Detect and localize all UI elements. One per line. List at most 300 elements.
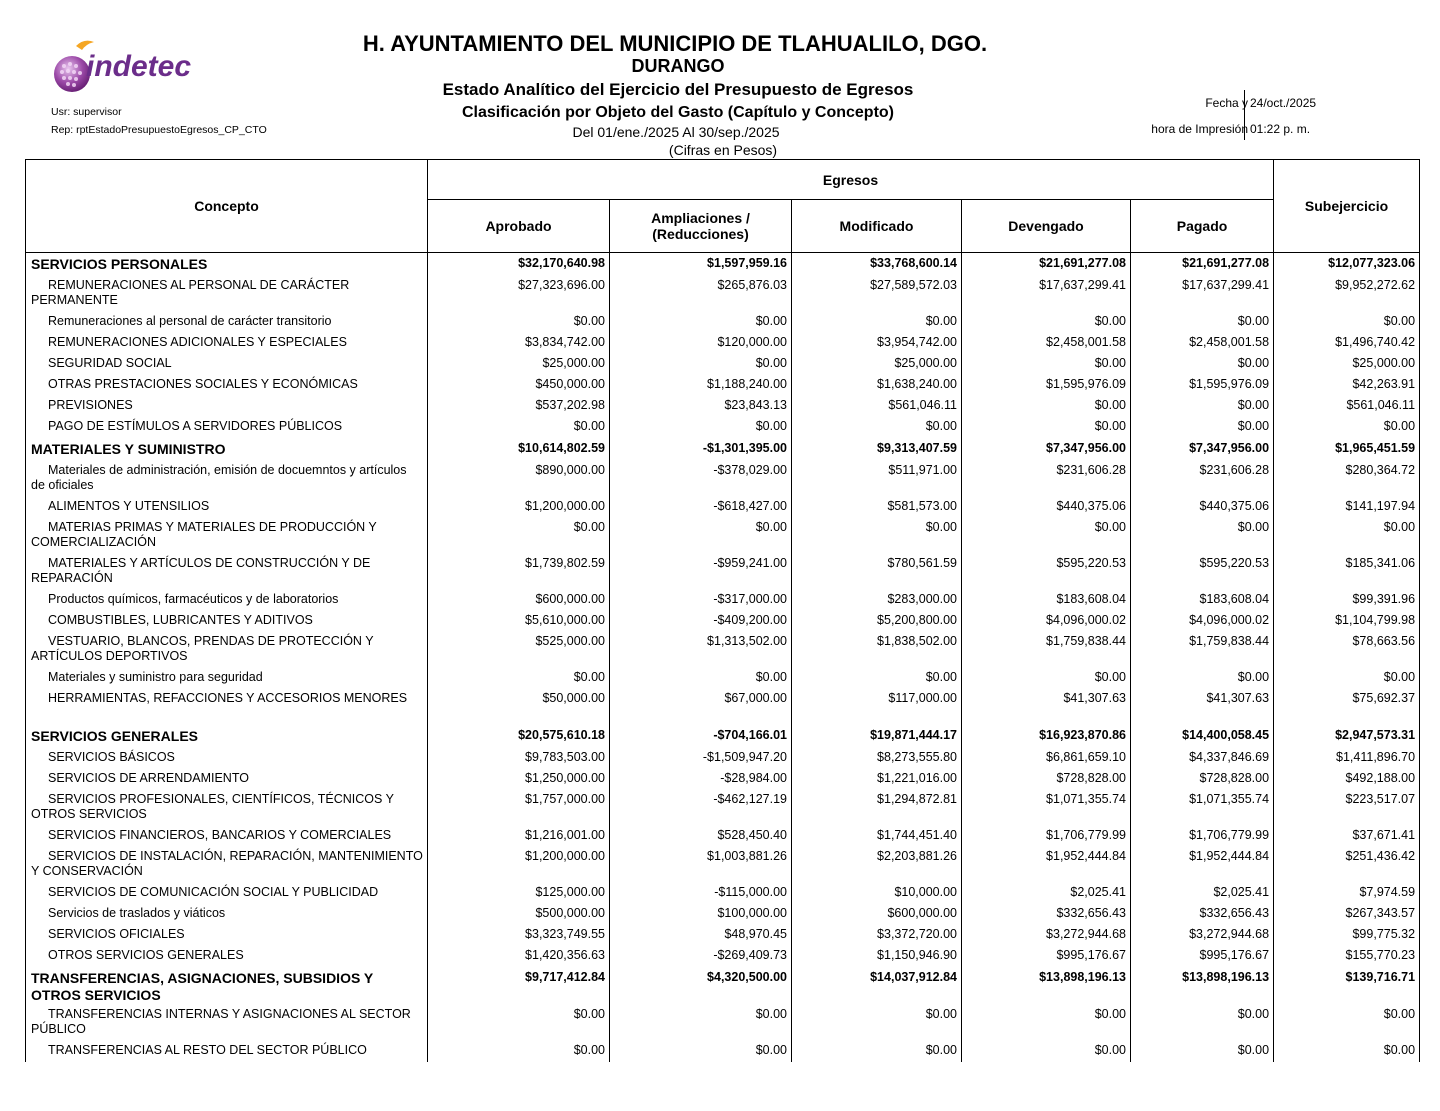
cell-aprobado: $3,323,749.55 bbox=[428, 925, 610, 946]
col-header-ampliaciones-line1: Ampliaciones / bbox=[651, 210, 750, 226]
cell-subejercicio: $37,671.41 bbox=[1274, 826, 1420, 847]
concepto-label: REMUNERACIONES AL PERSONAL DE CARÁCTER PERMANENTE bbox=[31, 278, 350, 307]
cell-pagado: $14,400,058.45 bbox=[1131, 725, 1274, 748]
cell-subejercicio: $280,364.72 bbox=[1274, 461, 1420, 497]
concept-row bbox=[26, 333, 1420, 354]
concepto-label: REMUNERACIONES ADICIONALES Y ESPECIALES bbox=[48, 335, 347, 349]
concept-row bbox=[26, 904, 1420, 925]
concepto-label: SERVICIOS DE INSTALACIÓN, REPARACIÓN, MANTENIMIENTO Y CONSERVACIÓN bbox=[31, 849, 423, 878]
cell-concepto bbox=[26, 883, 428, 904]
cell-modificado: $117,000.00 bbox=[792, 689, 962, 725]
cell-devengado: $440,375.06 bbox=[962, 497, 1131, 518]
cell-devengado: $332,656.43 bbox=[962, 904, 1131, 925]
cell-devengado: $3,272,944.68 bbox=[962, 925, 1131, 946]
cell-devengado: $2,458,001.58 bbox=[962, 333, 1131, 354]
cell-devengado: $1,706,779.99 bbox=[962, 826, 1131, 847]
cell-aprobado: $890,000.00 bbox=[428, 461, 610, 497]
cell-ampliaciones: -$959,241.00 bbox=[610, 554, 792, 590]
cell-ampliaciones: -$28,984.00 bbox=[610, 769, 792, 790]
cell-devengado: $16,923,870.86 bbox=[962, 725, 1131, 748]
concepto-label: SERVICIOS DE ARRENDAMIENTO bbox=[48, 771, 249, 785]
cell-devengado: $1,759,838.44 bbox=[962, 632, 1131, 668]
cell-aprobado: $1,739,802.59 bbox=[428, 554, 610, 590]
report-units: (Cifras en Pesos) bbox=[668, 142, 778, 158]
concepto-label: SERVICIOS GENERALES bbox=[31, 728, 199, 744]
chapter-row bbox=[26, 725, 1420, 748]
cell-aprobado: $50,000.00 bbox=[428, 689, 610, 725]
cell-subejercicio: $0.00 bbox=[1274, 518, 1420, 554]
cell-ampliaciones: $0.00 bbox=[610, 1041, 792, 1062]
cell-subejercicio: $492,188.00 bbox=[1274, 769, 1420, 790]
cell-concepto bbox=[26, 518, 428, 554]
print-info bbox=[1120, 90, 1340, 142]
cell-pagado: $0.00 bbox=[1131, 1005, 1274, 1041]
cell-subejercicio: $99,391.96 bbox=[1274, 590, 1420, 611]
time-label: hora de Impresión bbox=[1151, 122, 1248, 136]
cell-pagado: $1,595,976.09 bbox=[1131, 375, 1274, 396]
col-header-ampliaciones-line2: (Reducciones) bbox=[652, 226, 749, 242]
concepto-label: VESTUARIO, BLANCOS, PRENDAS DE PROTECCIÓN Y ARTÍCULOS DEPORTIVOS bbox=[31, 634, 374, 663]
concepto-label: Remuneraciones al personal de carácter transitorio bbox=[48, 314, 332, 328]
cell-devengado: $728,828.00 bbox=[962, 769, 1131, 790]
cell-pagado: $0.00 bbox=[1131, 417, 1274, 438]
cell-concepto bbox=[26, 253, 428, 277]
concept-row bbox=[26, 668, 1420, 689]
concepto-label: TRANSFERENCIAS AL RESTO DEL SECTOR PÚBLICO bbox=[48, 1043, 367, 1057]
cell-pagado: $595,220.53 bbox=[1131, 554, 1274, 590]
cell-subejercicio: $99,775.32 bbox=[1274, 925, 1420, 946]
concept-row bbox=[26, 925, 1420, 946]
cell-devengado: $1,595,976.09 bbox=[962, 375, 1131, 396]
cell-ampliaciones: $0.00 bbox=[610, 668, 792, 689]
cell-concepto bbox=[26, 769, 428, 790]
cell-aprobado: $125,000.00 bbox=[428, 883, 610, 904]
report-id-label: Rep: rptEstadoPresupuestoEgresos_CP_CTO bbox=[51, 124, 267, 136]
cell-aprobado: $0.00 bbox=[428, 417, 610, 438]
concept-row bbox=[26, 883, 1420, 904]
concept-row bbox=[26, 1005, 1420, 1041]
col-header-ampliaciones bbox=[610, 200, 792, 253]
cell-ampliaciones: $0.00 bbox=[610, 518, 792, 554]
concept-row bbox=[26, 826, 1420, 847]
time-value: 01:22 p. m. bbox=[1250, 122, 1311, 136]
cell-devengado: $0.00 bbox=[962, 1041, 1131, 1062]
col-header-pagado: Pagado bbox=[1131, 200, 1274, 253]
cell-subejercicio: $25,000.00 bbox=[1274, 354, 1420, 375]
cell-ampliaciones: $0.00 bbox=[610, 417, 792, 438]
cell-concepto bbox=[26, 354, 428, 375]
cell-aprobado: $1,420,356.63 bbox=[428, 946, 610, 967]
cell-aprobado: $1,250,000.00 bbox=[428, 769, 610, 790]
cell-modificado: $8,273,555.80 bbox=[792, 748, 962, 769]
cell-aprobado: $9,783,503.00 bbox=[428, 748, 610, 769]
report-name: Estado Analítico del Ejercicio del Presupuesto de Egresos bbox=[442, 80, 914, 99]
svg-text:indetec: indetec bbox=[86, 50, 192, 83]
concepto-label: SERVICIOS BÁSICOS bbox=[48, 750, 175, 764]
concept-row bbox=[26, 354, 1420, 375]
col-header-modificado: Modificado bbox=[792, 200, 962, 253]
cell-ampliaciones: $0.00 bbox=[610, 1005, 792, 1041]
concepto-label: Productos químicos, farmacéuticos y de laboratorios bbox=[48, 592, 339, 606]
cell-modificado: $0.00 bbox=[792, 1041, 962, 1062]
concepto-label: MATERIALES Y SUMINISTRO bbox=[31, 441, 226, 457]
cell-subejercicio: $1,965,451.59 bbox=[1274, 438, 1420, 461]
cell-devengado: $0.00 bbox=[962, 396, 1131, 417]
cell-subejercicio: $251,436.42 bbox=[1274, 847, 1420, 883]
cell-ampliaciones: -$1,509,947.20 bbox=[610, 748, 792, 769]
cell-pagado: $0.00 bbox=[1131, 312, 1274, 333]
cell-modificado: $1,744,451.40 bbox=[792, 826, 962, 847]
chapter-row bbox=[26, 438, 1420, 461]
cell-subejercicio: $561,046.11 bbox=[1274, 396, 1420, 417]
cell-subejercicio: $139,716.71 bbox=[1274, 967, 1420, 1005]
cell-pagado: $0.00 bbox=[1131, 518, 1274, 554]
cell-modificado: $27,589,572.03 bbox=[792, 276, 962, 312]
cell-devengado: $0.00 bbox=[962, 417, 1131, 438]
cell-devengado: $41,307.63 bbox=[962, 689, 1131, 725]
cell-subejercicio: $1,496,740.42 bbox=[1274, 333, 1420, 354]
cell-pagado: $0.00 bbox=[1131, 396, 1274, 417]
cell-concepto bbox=[26, 790, 428, 826]
cell-aprobado: $9,717,412.84 bbox=[428, 967, 610, 1005]
cell-modificado: $1,838,502.00 bbox=[792, 632, 962, 668]
concept-row bbox=[26, 689, 1420, 725]
cell-devengado: $13,898,196.13 bbox=[962, 967, 1131, 1005]
cell-aprobado: $500,000.00 bbox=[428, 904, 610, 925]
cell-aprobado: $5,610,000.00 bbox=[428, 611, 610, 632]
cell-subejercicio: $0.00 bbox=[1274, 417, 1420, 438]
cell-pagado: $2,025.41 bbox=[1131, 883, 1274, 904]
budget-table-body bbox=[26, 253, 1420, 1063]
cell-devengado: $231,606.28 bbox=[962, 461, 1131, 497]
cell-devengado: $7,347,956.00 bbox=[962, 438, 1131, 461]
cell-pagado: $231,606.28 bbox=[1131, 461, 1274, 497]
cell-ampliaciones: -$704,166.01 bbox=[610, 725, 792, 748]
cell-concepto bbox=[26, 497, 428, 518]
cell-concepto bbox=[26, 725, 428, 748]
cell-devengado: $0.00 bbox=[962, 1005, 1131, 1041]
concepto-label: HERRAMIENTAS, REFACCIONES Y ACCESORIOS MENORES bbox=[48, 691, 408, 705]
user-label: Usr: supervisor bbox=[51, 106, 122, 118]
cell-pagado: $41,307.63 bbox=[1131, 689, 1274, 725]
cell-modificado: $1,294,872.81 bbox=[792, 790, 962, 826]
cell-modificado: $10,000.00 bbox=[792, 883, 962, 904]
concepto-label: Materiales de administración, emisión de docuemntos y artículos de oficiales bbox=[31, 463, 407, 492]
cell-pagado: $1,759,838.44 bbox=[1131, 632, 1274, 668]
chapter-row bbox=[26, 967, 1420, 1005]
cell-concepto bbox=[26, 333, 428, 354]
cell-devengado: $1,952,444.84 bbox=[962, 847, 1131, 883]
cell-concepto bbox=[26, 946, 428, 967]
cell-concepto bbox=[26, 826, 428, 847]
cell-devengado: $0.00 bbox=[962, 518, 1131, 554]
concept-row bbox=[26, 769, 1420, 790]
cell-ampliaciones: $1,597,959.16 bbox=[610, 253, 792, 277]
cell-modificado: $1,150,946.90 bbox=[792, 946, 962, 967]
cell-ampliaciones: -$317,000.00 bbox=[610, 590, 792, 611]
cell-concepto bbox=[26, 668, 428, 689]
cell-subejercicio: $185,341.06 bbox=[1274, 554, 1420, 590]
cell-concepto bbox=[26, 375, 428, 396]
budget-table bbox=[25, 159, 1420, 1062]
cell-aprobado: $1,757,000.00 bbox=[428, 790, 610, 826]
cell-subejercicio: $2,947,573.31 bbox=[1274, 725, 1420, 748]
concept-row bbox=[26, 847, 1420, 883]
cell-devengado: $995,176.67 bbox=[962, 946, 1131, 967]
cell-pagado: $2,458,001.58 bbox=[1131, 333, 1274, 354]
cell-concepto bbox=[26, 438, 428, 461]
cell-pagado: $21,691,277.08 bbox=[1131, 253, 1274, 277]
col-header-concepto: Concepto bbox=[26, 160, 428, 253]
cell-concepto bbox=[26, 925, 428, 946]
concept-row bbox=[26, 554, 1420, 590]
cell-devengado: $21,691,277.08 bbox=[962, 253, 1131, 277]
cell-aprobado: $0.00 bbox=[428, 518, 610, 554]
cell-ampliaciones: $23,843.13 bbox=[610, 396, 792, 417]
concept-row bbox=[26, 632, 1420, 668]
cell-ampliaciones: -$378,029.00 bbox=[610, 461, 792, 497]
concepto-label: PREVISIONES bbox=[48, 398, 133, 412]
cell-devengado: $0.00 bbox=[962, 312, 1131, 333]
cell-modificado: $283,000.00 bbox=[792, 590, 962, 611]
cell-devengado: $1,071,355.74 bbox=[962, 790, 1131, 826]
concept-row bbox=[26, 946, 1420, 967]
cell-aprobado: $537,202.98 bbox=[428, 396, 610, 417]
concepto-label: SEGURIDAD SOCIAL bbox=[48, 356, 172, 370]
cell-subejercicio: $7,974.59 bbox=[1274, 883, 1420, 904]
cell-subejercicio: $0.00 bbox=[1274, 668, 1420, 689]
concept-row bbox=[26, 748, 1420, 769]
cell-aprobado: $1,200,000.00 bbox=[428, 497, 610, 518]
cell-subejercicio: $75,692.37 bbox=[1274, 689, 1420, 725]
cell-pagado: $0.00 bbox=[1131, 1041, 1274, 1062]
cell-concepto bbox=[26, 276, 428, 312]
col-header-aprobado: Aprobado bbox=[428, 200, 610, 253]
cell-devengado: $17,637,299.41 bbox=[962, 276, 1131, 312]
cell-concepto bbox=[26, 632, 428, 668]
report-classification: Clasificación por Objeto del Gasto (Capítulo y Concepto) bbox=[461, 104, 895, 121]
col-header-devengado: Devengado bbox=[962, 200, 1131, 253]
cell-ampliaciones: $265,876.03 bbox=[610, 276, 792, 312]
cell-modificado: $581,573.00 bbox=[792, 497, 962, 518]
cell-ampliaciones: $1,003,881.26 bbox=[610, 847, 792, 883]
concepto-label: SERVICIOS DE COMUNICACIÓN SOCIAL Y PUBLICIDAD bbox=[48, 885, 379, 899]
cell-ampliaciones: $67,000.00 bbox=[610, 689, 792, 725]
concept-row bbox=[26, 590, 1420, 611]
cell-ampliaciones: -$1,301,395.00 bbox=[610, 438, 792, 461]
cell-subejercicio: $12,077,323.06 bbox=[1274, 253, 1420, 277]
cell-concepto bbox=[26, 689, 428, 725]
cell-modificado: $33,768,600.14 bbox=[792, 253, 962, 277]
cell-modificado: $9,313,407.59 bbox=[792, 438, 962, 461]
cell-aprobado: $0.00 bbox=[428, 312, 610, 333]
cell-ampliaciones: $120,000.00 bbox=[610, 333, 792, 354]
cell-modificado: $3,372,720.00 bbox=[792, 925, 962, 946]
cell-pagado: $440,375.06 bbox=[1131, 497, 1274, 518]
cell-concepto bbox=[26, 417, 428, 438]
cell-devengado: $6,861,659.10 bbox=[962, 748, 1131, 769]
report-period: Del 01/ene./2025 Al 30/sep./2025 bbox=[572, 124, 780, 140]
concepto-label: SERVICIOS FINANCIEROS, BANCARIOS Y COMERCIALES bbox=[48, 828, 392, 842]
cell-modificado: $14,037,912.84 bbox=[792, 967, 962, 1005]
cell-pagado: $728,828.00 bbox=[1131, 769, 1274, 790]
cell-concepto bbox=[26, 967, 428, 1005]
cell-aprobado: $27,323,696.00 bbox=[428, 276, 610, 312]
cell-devengado: $0.00 bbox=[962, 668, 1131, 689]
cell-modificado: $561,046.11 bbox=[792, 396, 962, 417]
cell-subejercicio: $141,197.94 bbox=[1274, 497, 1420, 518]
cell-pagado: $4,096,000.02 bbox=[1131, 611, 1274, 632]
cell-aprobado: $0.00 bbox=[428, 668, 610, 689]
cell-ampliaciones: $0.00 bbox=[610, 354, 792, 375]
cell-devengado: $2,025.41 bbox=[962, 883, 1131, 904]
concepto-label: MATERIALES Y ARTÍCULOS DE CONSTRUCCIÓN Y DE REPARACIÓN bbox=[31, 556, 371, 585]
cell-subejercicio: $1,411,896.70 bbox=[1274, 748, 1420, 769]
cell-aprobado: $32,170,640.98 bbox=[428, 253, 610, 277]
cell-aprobado: $0.00 bbox=[428, 1005, 610, 1041]
cell-pagado: $1,952,444.84 bbox=[1131, 847, 1274, 883]
cell-subejercicio: $42,263.91 bbox=[1274, 375, 1420, 396]
concept-row bbox=[26, 375, 1420, 396]
cell-modificado: $0.00 bbox=[792, 312, 962, 333]
cell-ampliaciones: $48,970.45 bbox=[610, 925, 792, 946]
report-title: H. AYUNTAMIENTO DEL MUNICIPIO DE TLAHUALILO, DGO. bbox=[362, 31, 988, 56]
concept-row bbox=[26, 611, 1420, 632]
cell-concepto bbox=[26, 554, 428, 590]
cell-pagado: $995,176.67 bbox=[1131, 946, 1274, 967]
concept-row bbox=[26, 396, 1420, 417]
cell-aprobado: $3,834,742.00 bbox=[428, 333, 610, 354]
cell-ampliaciones: $4,320,500.00 bbox=[610, 967, 792, 1005]
cell-devengado: $595,220.53 bbox=[962, 554, 1131, 590]
cell-aprobado: $0.00 bbox=[428, 1041, 610, 1062]
cell-pagado: $13,898,196.13 bbox=[1131, 967, 1274, 1005]
concepto-label: TRANSFERENCIAS, ASIGNACIONES, SUBSIDIOS Y OTROS SERVICIOS bbox=[31, 970, 374, 1003]
cell-subejercicio: $155,770.23 bbox=[1274, 946, 1420, 967]
cell-devengado: $4,096,000.02 bbox=[962, 611, 1131, 632]
cell-ampliaciones: $1,313,502.00 bbox=[610, 632, 792, 668]
cell-concepto bbox=[26, 611, 428, 632]
cell-subejercicio: $9,952,272.62 bbox=[1274, 276, 1420, 312]
col-header-subejercicio: Subejercicio bbox=[1274, 160, 1420, 253]
cell-subejercicio: $78,663.56 bbox=[1274, 632, 1420, 668]
cell-subejercicio: $1,104,799.98 bbox=[1274, 611, 1420, 632]
cell-subejercicio: $223,517.07 bbox=[1274, 790, 1420, 826]
concept-row bbox=[26, 518, 1420, 554]
concepto-label: OTRAS PRESTACIONES SOCIALES Y ECONÓMICAS bbox=[48, 377, 358, 391]
cell-pagado: $332,656.43 bbox=[1131, 904, 1274, 925]
cell-modificado: $1,221,016.00 bbox=[792, 769, 962, 790]
cell-ampliaciones: -$115,000.00 bbox=[610, 883, 792, 904]
cell-pagado: $4,337,846.69 bbox=[1131, 748, 1274, 769]
cell-concepto bbox=[26, 590, 428, 611]
cell-devengado: $0.00 bbox=[962, 354, 1131, 375]
cell-pagado: $0.00 bbox=[1131, 354, 1274, 375]
cell-pagado: $0.00 bbox=[1131, 668, 1274, 689]
cell-concepto bbox=[26, 461, 428, 497]
cell-modificado: $0.00 bbox=[792, 417, 962, 438]
cell-aprobado: $525,000.00 bbox=[428, 632, 610, 668]
cell-ampliaciones: $528,450.40 bbox=[610, 826, 792, 847]
cell-aprobado: $1,200,000.00 bbox=[428, 847, 610, 883]
concepto-label: MATERIAS PRIMAS Y MATERIALES DE PRODUCCIÓN Y COMERCIALIZACIÓN bbox=[31, 520, 377, 549]
concept-row bbox=[26, 790, 1420, 826]
concepto-label: SERVICIOS PERSONALES bbox=[31, 256, 208, 272]
cell-aprobado: $1,216,001.00 bbox=[428, 826, 610, 847]
cell-modificado: $0.00 bbox=[792, 1005, 962, 1041]
cell-concepto bbox=[26, 1041, 428, 1062]
cell-subejercicio: $0.00 bbox=[1274, 312, 1420, 333]
cell-pagado: $3,272,944.68 bbox=[1131, 925, 1274, 946]
cell-modificado: $25,000.00 bbox=[792, 354, 962, 375]
cell-pagado: $7,347,956.00 bbox=[1131, 438, 1274, 461]
concepto-label: COMBUSTIBLES, LUBRICANTES Y ADITIVOS bbox=[48, 613, 313, 627]
concepto-label: TRANSFERENCIAS INTERNAS Y ASIGNACIONES AL SECTOR PÚBLICO bbox=[31, 1007, 411, 1036]
concepto-label: PAGO DE ESTÍMULOS A SERVIDORES PÚBLICOS bbox=[48, 419, 343, 433]
cell-aprobado: $20,575,610.18 bbox=[428, 725, 610, 748]
cell-modificado: $1,638,240.00 bbox=[792, 375, 962, 396]
cell-modificado: $2,203,881.26 bbox=[792, 847, 962, 883]
cell-devengado: $183,608.04 bbox=[962, 590, 1131, 611]
date-label: Fecha y bbox=[1205, 96, 1248, 110]
cell-pagado: $183,608.04 bbox=[1131, 590, 1274, 611]
cell-aprobado: $25,000.00 bbox=[428, 354, 610, 375]
chapter-row bbox=[26, 253, 1420, 277]
concept-row bbox=[26, 312, 1420, 333]
cell-subejercicio: $0.00 bbox=[1274, 1005, 1420, 1041]
cell-subejercicio: $0.00 bbox=[1274, 1041, 1420, 1062]
cell-ampliaciones: -$462,127.19 bbox=[610, 790, 792, 826]
cell-ampliaciones: $1,188,240.00 bbox=[610, 375, 792, 396]
cell-pagado: $1,706,779.99 bbox=[1131, 826, 1274, 847]
cell-modificado: $780,561.59 bbox=[792, 554, 962, 590]
cell-concepto bbox=[26, 1005, 428, 1041]
cell-modificado: $0.00 bbox=[792, 518, 962, 554]
cell-modificado: $3,954,742.00 bbox=[792, 333, 962, 354]
cell-modificado: $19,871,444.17 bbox=[792, 725, 962, 748]
concept-row bbox=[26, 276, 1420, 312]
report-state: DURANGO bbox=[631, 56, 725, 76]
col-header-egresos: Egresos bbox=[428, 160, 1274, 200]
cell-concepto bbox=[26, 847, 428, 883]
concepto-label: Servicios de traslados y viáticos bbox=[48, 906, 226, 920]
cell-concepto bbox=[26, 312, 428, 333]
cell-concepto bbox=[26, 748, 428, 769]
cell-pagado: $1,071,355.74 bbox=[1131, 790, 1274, 826]
concept-row bbox=[26, 497, 1420, 518]
cell-modificado: $511,971.00 bbox=[792, 461, 962, 497]
cell-aprobado: $10,614,802.59 bbox=[428, 438, 610, 461]
concepto-label: SERVICIOS PROFESIONALES, CIENTÍFICOS, TÉCNICOS Y OTROS SERVICIOS bbox=[31, 792, 394, 821]
cell-modificado: $0.00 bbox=[792, 668, 962, 689]
concepto-label: OTROS SERVICIOS GENERALES bbox=[48, 948, 244, 962]
cell-subejercicio: $267,343.57 bbox=[1274, 904, 1420, 925]
cell-ampliaciones: $100,000.00 bbox=[610, 904, 792, 925]
cell-modificado: $5,200,800.00 bbox=[792, 611, 962, 632]
cell-ampliaciones: -$409,200.00 bbox=[610, 611, 792, 632]
concept-row bbox=[26, 1041, 1420, 1062]
cell-ampliaciones: -$269,409.73 bbox=[610, 946, 792, 967]
cell-modificado: $600,000.00 bbox=[792, 904, 962, 925]
cell-aprobado: $450,000.00 bbox=[428, 375, 610, 396]
cell-aprobado: $600,000.00 bbox=[428, 590, 610, 611]
concept-row bbox=[26, 417, 1420, 438]
date-value: 24/oct./2025 bbox=[1250, 96, 1317, 110]
cell-ampliaciones: $0.00 bbox=[610, 312, 792, 333]
concept-row bbox=[26, 461, 1420, 497]
cell-ampliaciones: -$618,427.00 bbox=[610, 497, 792, 518]
concepto-label: ALIMENTOS Y UTENSILIOS bbox=[48, 499, 210, 513]
